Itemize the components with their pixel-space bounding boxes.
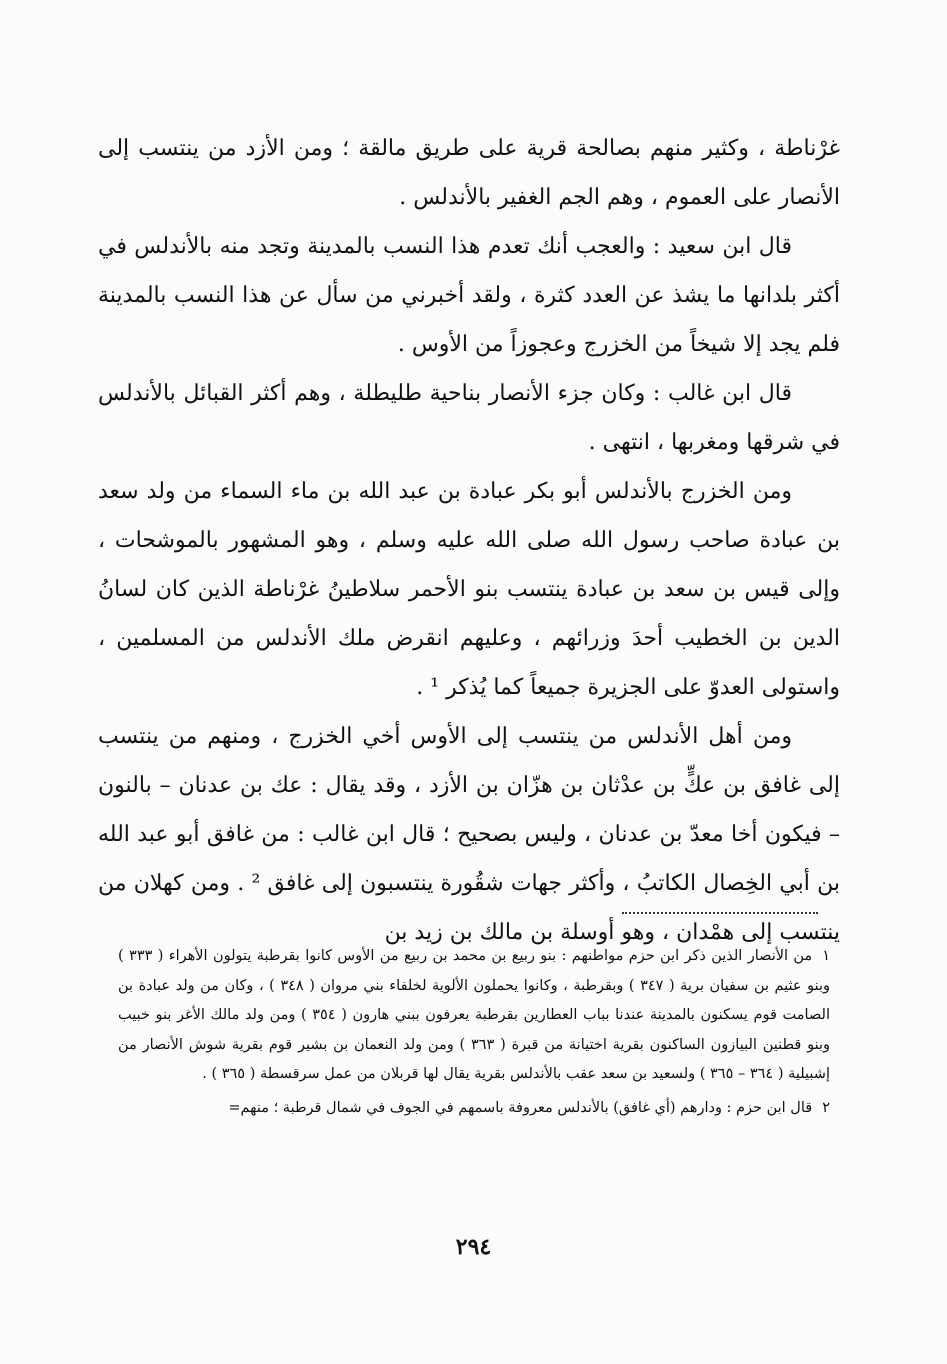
footnote-2: [118, 1094, 830, 1124]
paragraph-3: قال ابن غالب : وكان جزء الأنصار بناحية طليطلة ، وهم أكثر القبائل بالأندلس في شرقها ومغربها ، انتهى .: [98, 381, 840, 455]
footnotes: [118, 942, 830, 1123]
paragraph-4: ومن الخزرج بالأندلس أبو بكر عبادة بن عبد الله بن ماء السماء من ولد سعد بن عبادة صاحب رسول الله صلى الله عليه وسلم ، وهو المشهور بالموشحات ، وإلى قيس بن سعد بن عبادة ينتسب بنو الأحمر سلاطينُ غرْناطة الذين كان لسانُ الدين بن الخطيب أحدَ وزرائهم ، وعليهم انقرض ملك الأندلس من المسلمين ، واستولى العدوّ على الجزيرة جميعاً كما يُذكر ¹ .: [98, 479, 841, 700]
paragraph-1: غرْناطة ، وكثير منهم بصالحة قرية على طريق مالقة ؛ ومن الأزد من ينتسب إلى الأنصار على العموم ، وهم الجم الغفير بالأندلس .: [98, 136, 840, 210]
footnote-2-text: قال ابن حزم : ودارهم (أي غافق) بالأندلس معروفة باسمهم في الجوف في شمال قرطبة ؛ منهم=: [228, 1099, 813, 1116]
footnote-2-number: ٢: [822, 1099, 830, 1116]
footnote-1-text: من الأنصار الذين ذكر ابن حزم مواطنهم : بنو ربيع بن محمد بن ربيع من الأوس كانوا بقرطبة يتولون الأهراء ( ٣٣٣ ) وبنو عثيم بن سفيان برية ( ٣٤٧ ) وبقرطبة ، وكانوا يحملون الألوية لخلفاء بني مروان ( ٣٤٨ ) ، وكان من ولد عبادة بن الصامت قوم يسكنون بالمدينة عندنا بباب العطارين بقرطبة يعرفون ببني هارون ( ٣٥٤ ) ومن ولد مالك الأغر بنو خبيب وبنو قطنين البيازون الساكنون بقرية اختيانة من قبرة ( ٣٦٣ ) ومن ولد النعمان بن بشير قوم بقرية شوش الأنصار من إشبيلية ( ٣٦٤ – ٣٦٥ ) ولسعيد بن سعد عقب بالأندلس بقرية يقال لها قربلان من عمل سرقسطة ( ٣٦٥ ) .: [118, 948, 831, 1082]
paragraph-2: قال ابن سعيد : والعجب أنك تعدم هذا النسب بالمدينة وتجد منه بالأندلس في أكثر بلدانها ما يشذ عن العدد كثرة ، ولقد أخبرني من سأل عن هذا النسب بالمدينة فلم يجد إلا شيخاً من الخزرج وعجوزاً من الأوس .: [98, 234, 840, 357]
main-text: [98, 124, 840, 957]
page-number: ٢٩٤: [455, 1234, 492, 1260]
footnote-1-number: ١: [822, 948, 830, 964]
footnote-divider: [622, 912, 818, 914]
footnote-1: [118, 942, 830, 1090]
paragraph-5: ومن أهل الأندلس من ينتسب إلى الأوس أخي الخزرج ، ومنهم من ينتسب إلى غافق بن عكٍّ بن عدْثان بن هزّان بن الأزد ، وقد يقال : عك بن عدنان – بالنون – فيكون أخا معدّ بن عدنان ، وليس بصحيح ؛ قال ابن غالب : من غافق أبو عبد الله بن أبي الخِصال الكاتبُ ، وأكثر جهات شقُورة ينتسبون إلى غافق ² . ومن كهلان من ينتسب إلى همْدان ، وهو أوسلة بن مالك بن زيد بن: [98, 724, 840, 945]
